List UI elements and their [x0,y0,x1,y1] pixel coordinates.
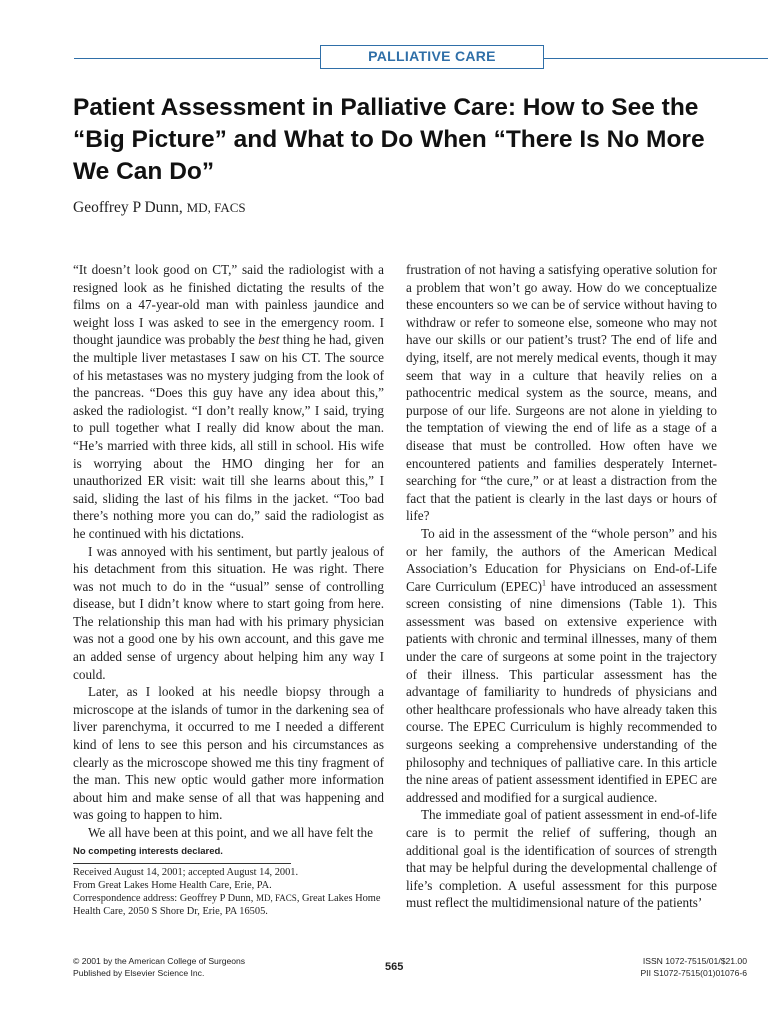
footnote-correspondence [73,892,391,918]
reference-superscript: 1 [542,578,547,588]
paragraph: The immediate goal of patient assessment in end-of-life care is to permit the relief of suffering, though an additional goal is the identification of sources of strength that may be helpful during the developmental challenge of life’s completion. A useful assessment for this purpose must reflect the multidimensional nature of the patients’ [406,807,717,911]
author-name: Geoffrey P Dunn, [73,199,183,216]
publisher-text: Published by Elsevier Science Inc. [73,968,205,978]
paragraph-text: To aid in the assessment of the “whole person” and his or her family, the authors of the American Medical Association’s Education for Physicians on End-of-Life Care Curriculum (EPEC) [406,525,717,594]
article-title: Patient Assessment in Palliative Care: How to See the “Big Picture” and What to Do When “There Is No More We Can Do” [73,94,705,185]
footnote-text: , Great Lakes Home Health Care, 2050 S Shore Dr, Erie, PA 16505. [73,893,381,917]
page-footer [73,955,747,983]
footnote-degrees: MD, FACS [255,893,297,904]
right-column [406,261,717,912]
paragraph-text: thing he had, given the multiple liver metastases I saw on his CT. The source of his metastases was no mystery judging from the look of the pancreas. “Does this guy have any idea about this,” asked the radiologist. “I don’t really know,” I said, trying to pull together what I really did know about the man. “He’s married with three kids, all still in school. His wife is worrying about the HMO dinging her for an unauthorized ER visit: wait till she learns about this,” I said, sliding the last of his films in the jacket. “Too bad there’s nothing more you can do,” said the radiologist as he continued with his dictations. [73,332,384,541]
paragraph: Later, as I looked at his needle biopsy through a microscope at the islands of tumor in the darkening sea of liver parenchyma, it occurred to me I needed a different kind of lens to see this person and his circumstances as clearly as the microscope showed me this tiny fragment of the man. This new optic would gather more information about him and make sense of all that was happening and was going to happen to him. [73,684,384,823]
author-degrees: MD, FACS [186,200,246,215]
competing-interests: No competing interests declared. [73,846,223,857]
footnote-text: Correspondence address: Geoffrey P Dunn, [73,893,256,905]
emphasis-text: best [258,332,280,348]
section-header [74,44,768,72]
footnote-from: From Great Lakes Home Health Care, Erie, PA. [73,879,272,891]
footnote-received: Received August 14, 2001; accepted August 14, 2001. [73,867,299,878]
copyright-text: © 2001 by the American College of Surgeons [73,956,246,966]
pii-text: PII S1072-7515(01)01076-6 [640,968,747,978]
author-line [73,199,246,217]
footer-right [640,955,747,979]
page-number: 565 [385,961,404,973]
paragraph: frustration of not having a satisfying operative solution for a problem that won’t go away. How do we conceptualize these encounters so we can be of service without having to withdraw or refer to someone else, someone who may not have our skills or our patient’s trust? The end of life and dying, itself, are not merely medical events, though it may seem that way in a culture that heavily relies on a pathocentric medical system as the source, means, and purpose of our life. Surgeons are not alone in yielding to the temptation of viewing the end of life as a stage of a disease that must be controlled. How often have we encountered patients and families desperately Internet-searching for “the cure,” or at least a distraction from the fact that the patient is clearly in the last days or hours of life? [406,262,717,524]
footnote-divider [73,863,291,864]
section-tag: PALLIATIVE CARE [320,45,544,69]
paragraph: I was annoyed with his sentiment, but partly jealous of his detachment from this situation. He was right. There was not much to do in the “usual” sense of controlling disease, but I didn’t know where to start going from here. The relationship this man had with his primary physician was not a good one by his own account, and this gave me an added sense of urgency about helping him any way I could. [73,543,384,682]
paragraph [73,261,384,543]
left-column [73,261,384,842]
paragraph: We all have been at this point, and we all have felt the [88,825,373,840]
paragraph [406,525,717,807]
footer-left [73,955,245,979]
paragraph-text: have introduced an assessment screen consisting of nine dimensions (Table 1). This assessment was based on extensive experience with patients with chronic and terminal illnesses, many of them under the care of surgeons at some point in the trajectory of their illness. This particular assessment has the advantage of familiarity to hundreds of physicians and other healthcare professionals who have already taken this course. The EPEC Curriculum is highly recommended to surgeons seeking a comprehensive understanding of the philosophy and techniques of palliative care. In this article the nine areas of patient assessment identified in EPEC are addressed and modified for a surgical audience. [406,578,717,805]
paragraph-text: “It doesn’t look good on CT,” said the radiologist with a resigned look as he finished dictating the results of the films on a 47-year-old man with painless jaundice and weight loss I was asked to see in the emergency room. I thought jaundice was probably the [73,262,384,348]
footnotes [73,867,391,918]
issn-text: ISSN 1072-7515/01/$21.00 [642,956,747,966]
